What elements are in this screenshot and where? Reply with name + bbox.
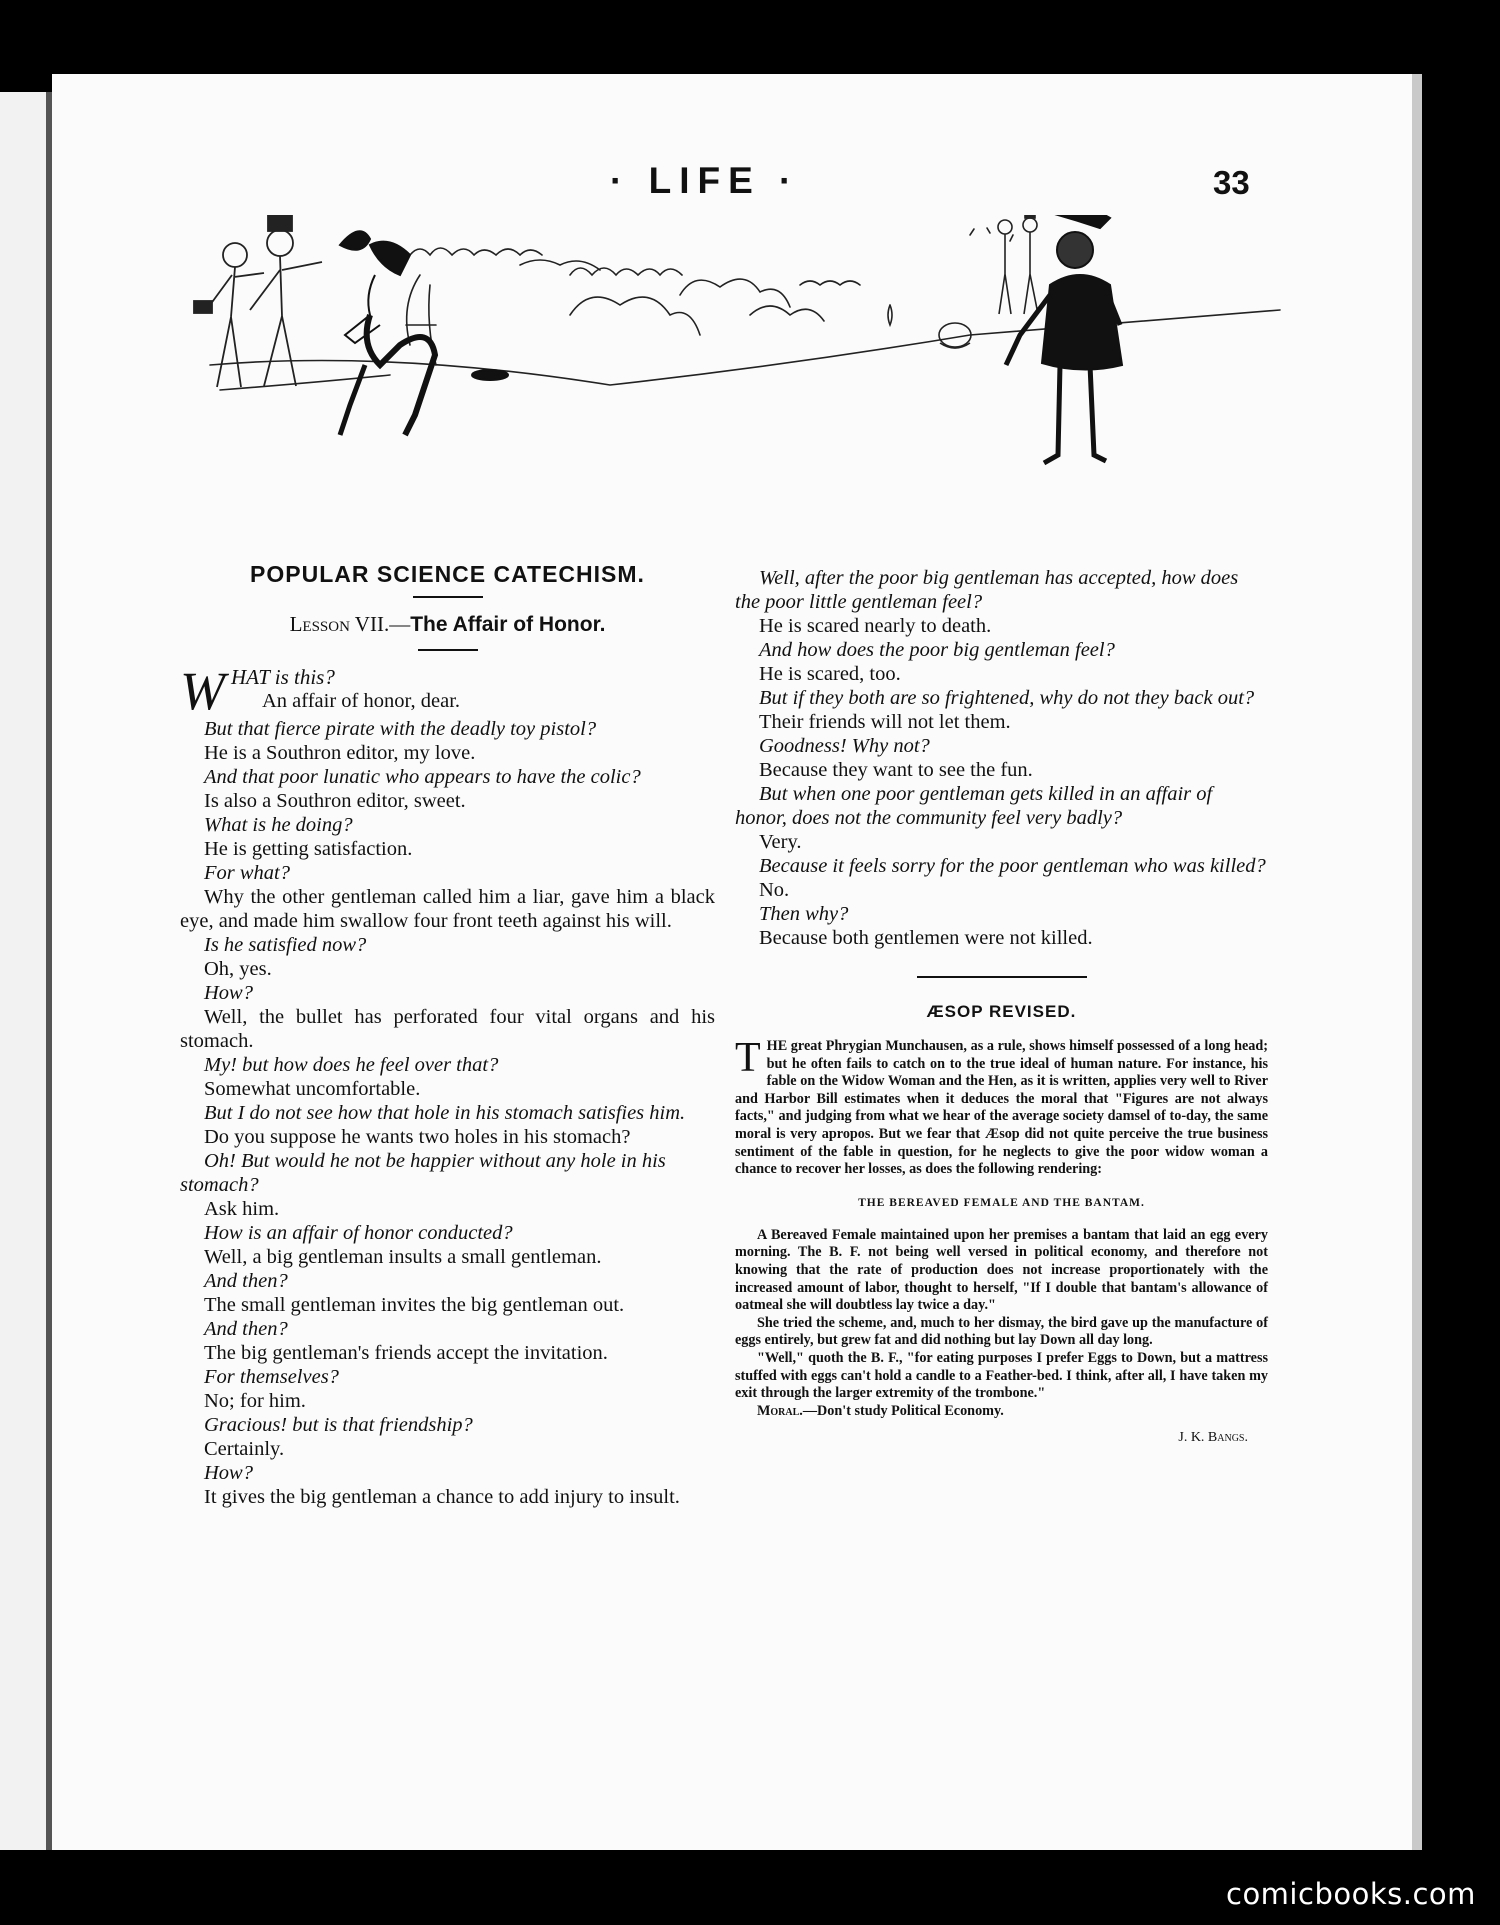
fable-paragraph: A Bereaved Female maintained upon her premises a bantam that laid an egg every morning. The B. F. not being well versed in political economy, and therefore not knowing that the rate of production does not increase proportionately with the increased amount of labor, thought to herself, "If I double that bantam's allowance of oatmeal she will doubtless lay twice a day." [735,1226,1268,1314]
answer: Because they want to see the fun. [759,759,1033,781]
question: Then why? [759,903,849,925]
intro-block [180,661,715,721]
question: But if they both are so frightened, why do not they back out? [759,687,1255,709]
answer: Their friends will not let them. [759,711,1011,733]
catechism-column-left [180,562,715,1509]
catechism-lines-left [180,717,715,1509]
fable-moral: Moral.—Don't study Political Economy. [757,1402,1004,1419]
question: Because it feels sorry for the poor gentleman who was killed? [759,855,1266,877]
answer: He is scared nearly to death. [759,615,992,637]
answer: No. [759,879,790,901]
watermark: comicbooks.com [1226,1877,1476,1911]
answer: Why the other gentleman called him a liar, gave him a black eye, and made him swallow four front teeth against his will. [180,886,715,932]
catechism-lines-right [735,566,1268,950]
drop-cap: T [735,1035,761,1081]
fable-paragraph: "Well," quoth the B. F., "for eating purposes I prefer Eggs to Down, but a mattress stuffed with eggs can't hold a candle to a Feather-bed. I think, after all, I have taken my exit through the larger extremity of the trombone." [735,1349,1268,1402]
question: What is he doing? [204,814,353,836]
answer: Very. [759,831,802,853]
answer: Is also a Southron editor, sweet. [204,790,466,812]
answer: No; for him. [204,1390,306,1412]
question: Gracious! but is that friendship? [204,1414,473,1436]
question: Well, after the poor big gentleman has accepted, how does the poor little gentleman feel? [735,567,1239,613]
answer: Somewhat uncomfortable. [204,1078,421,1100]
answer: He is a Southron editor, my love. [204,742,476,764]
author-signature: J. K. Bangs. [1178,1430,1248,1446]
fable-title: THE BEREAVED FEMALE AND THE BANTAM. [858,1196,1145,1209]
question: And how does the poor big gentleman feel? [759,639,1115,661]
answer: Well, a big gentleman insults a small gentleman. [204,1246,602,1268]
question: And then? [204,1318,288,1340]
question: And then? [204,1270,288,1292]
question: Goodness! Why not? [759,735,930,757]
question: For what? [204,862,290,884]
question: How? [204,982,253,1004]
answer: He is scared, too. [759,663,901,685]
lesson-title: The Affair of Honor. [410,613,606,636]
question: But that fierce pirate with the deadly toy pistol? [204,718,597,740]
lesson-rule [418,649,478,651]
answer: An affair of honor, dear. [262,690,461,712]
answer: Oh, yes. [204,958,272,980]
fable-paragraph: She tried the scheme, and, much to her dismay, the bird gave up the manufacture of eggs entirely, but grew fat and did nothing but lay Down all day long. [735,1314,1268,1349]
answer: Ask him. [204,1198,280,1220]
question: How? [204,1462,253,1484]
answer: The small gentleman invites the big gentleman out. [204,1294,625,1316]
cartoon-duel-illustration [190,215,1290,555]
aesop-intro-text: HE great Phrygian Munchausen, as a rule, shows himself possessed of a long head; but he often fails to catch on to the true ideal of human nature. For instance, his fable on the Widow Woman and the Hen, as it is written, applies very well to River and Harbor Bill estimates when it deduces the moral that "Figures are not always facts," and judging from what we hear of the average society damsel of to-day, the same moral is very apropos. But we fear that Æsop did not quite perceive the true business sentiment of the fable in question, for he neglects to give the poor widow woman a chance to recover her losses, as does the following rendering: [735,1038,1268,1178]
catechism-title: POPULAR SCIENCE CATECHISM. [250,561,645,587]
lesson-heading [180,612,715,637]
question: And that poor lunatic who appears to have the colic? [204,766,641,788]
answer: Certainly. [204,1438,285,1460]
catechism-column-right [735,566,1268,1450]
answer: Well, the bullet has perforated four vital organs and his stomach. [180,1006,715,1052]
answer: It gives the big gentleman a chance to add injury to insult. [204,1486,680,1508]
answer: He is getting satisfaction. [204,838,413,860]
drop-cap: W [180,661,225,721]
aesop-title: ÆSOP REVISED. [926,1002,1077,1021]
section-rule [917,976,1087,978]
question: Is he satisfied now? [204,934,367,956]
facing-page-edge [0,92,46,1850]
question: How is an affair of honor conducted? [204,1222,513,1244]
question: But when one poor gentleman gets killed in an affair of honor, does not the community feel very badly? [735,783,1213,829]
title-rule [413,596,483,598]
answer: The big gentleman's friends accept the invitation. [204,1342,608,1364]
masthead-title: · LIFE · [610,160,800,201]
answer: Do you suppose he wants two holes in his stomach? [204,1126,631,1148]
question: But I do not see how that hole in his stomach satisfies him. [204,1102,686,1124]
aesop-intro [735,1035,1268,1179]
question: My! but how does he feel over that? [204,1054,499,1076]
answer: Because both gentlemen were not killed. [759,927,1093,949]
question: Oh! But would he not be happier without any hole in his stomach? [180,1150,666,1196]
lesson-number: Lesson VII.— [289,612,411,636]
page-edge-shadow [1412,74,1422,1850]
question: For themselves? [204,1366,339,1388]
page-number: 33 [1213,164,1250,201]
question: HAT is this? [230,665,335,689]
